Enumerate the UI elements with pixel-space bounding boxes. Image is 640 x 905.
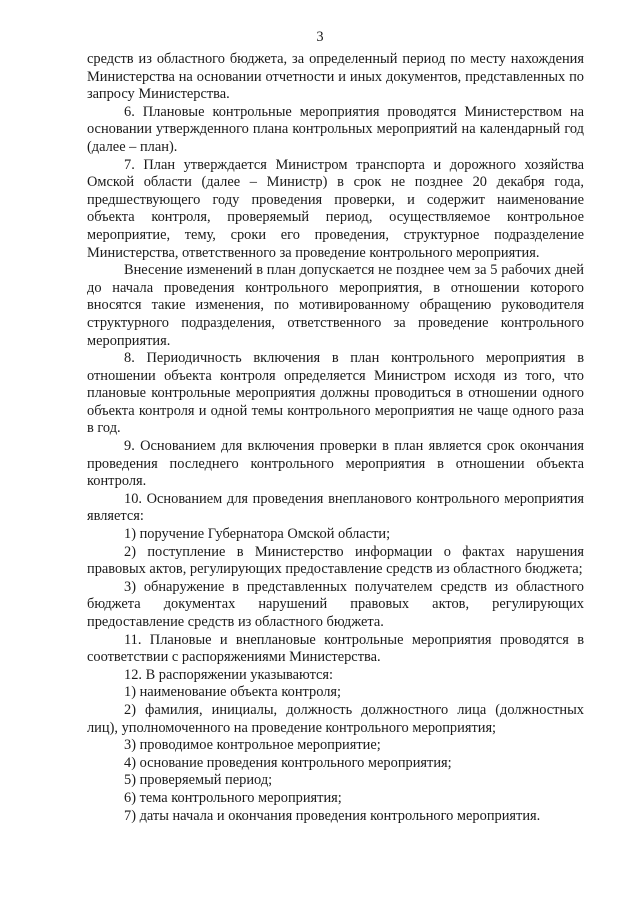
paragraph-12: 12. В распоряжении указываются: — [124, 666, 334, 683]
paragraph-8: 8. Периодичность включения в план контрольного мероприятия в отношении объекта контроля определяется Министром исходя из того, что плановые контрольные мероприятия должны проводиться в отношении одного объекта контроля и одной темы контрольного мероприятия не чаще одного раза в год. — [87, 350, 584, 437]
paragraph-10: 10. Основанием для проведения внепланового контрольного мероприятия является: — [87, 490, 584, 525]
list-item-12-4: 4) основание проведения контрольного мероприятия; — [124, 754, 452, 771]
page-number: 3 — [316, 29, 324, 45]
list-item-10-1: 1) поручение Губернатора Омской области; — [124, 526, 391, 543]
list-item-10-3: 3) обнаружение в представленных получателем средств из областного бюджета документах нарушений правовых актов, регулирующих предоставление средств из областного бюджета. — [87, 578, 584, 630]
list-item-12-1: 1) наименование объекта контроля; — [124, 684, 342, 701]
paragraph-11: 11. Плановые и внеплановые контрольные мероприятия проводятся в соответствии с распоряжениями Министерства. — [87, 631, 584, 666]
list-item-12-6: 6) тема контрольного мероприятия; — [124, 789, 342, 806]
list-item-10-2: 2) поступление в Министерство информации о фактах нарушения правовых актов, регулирующих предоставление средств из областного бюджета; — [87, 543, 584, 578]
list-item-12-7: 7) даты начала и окончания проведения контрольного мероприятия. — [124, 807, 541, 824]
paragraph-9: 9. Основанием для включения проверки в план является срок окончания проведения последнего контрольного мероприятия в отношении объекта контроля. — [87, 438, 584, 490]
paragraph-plan-changes: Внесение изменений в план допускается не позднее чем за 5 рабочих дней до начала проведения контрольного мероприятия, в отношении которого вносятся такие изменения, по мотивированному обращению руководителя структурного подразделения, ответственного за проведение контрольного мероприятия. — [87, 262, 584, 349]
paragraph-7: 7. План утверждается Министром транспорта и дорожного хозяйства Омской области (далее – Министр) в срок не позднее 20 декабря года, предшествующего году проведения проверки, и содержит наименование объекта контроля, проверяемый период, осуществляемое контрольное мероприятие, тему, сроки его проведения, структурное подразделение Министерства, ответственного за проведение контрольного мероприятия. — [87, 156, 584, 261]
list-item-12-2: 2) фамилия, инициалы, должность должностного лица (должностных лиц), уполномоченного на проведение контрольного мероприятия; — [87, 701, 584, 736]
paragraph-continuation: средств из областного бюджета, за определенный период по месту нахождения Министерства на основании отчетности и иных документов, представленных по запросу Министерства. — [87, 51, 584, 103]
list-item-12-3: 3) проводимое контрольное мероприятие; — [124, 737, 381, 754]
document-body — [87, 51, 584, 825]
paragraph-6: 6. Плановые контрольные мероприятия проводятся Министерством на основании утвержденного плана контрольных мероприятий на календарный год (далее – план). — [87, 103, 584, 155]
list-item-12-5: 5) проверяемый период; — [124, 772, 273, 789]
